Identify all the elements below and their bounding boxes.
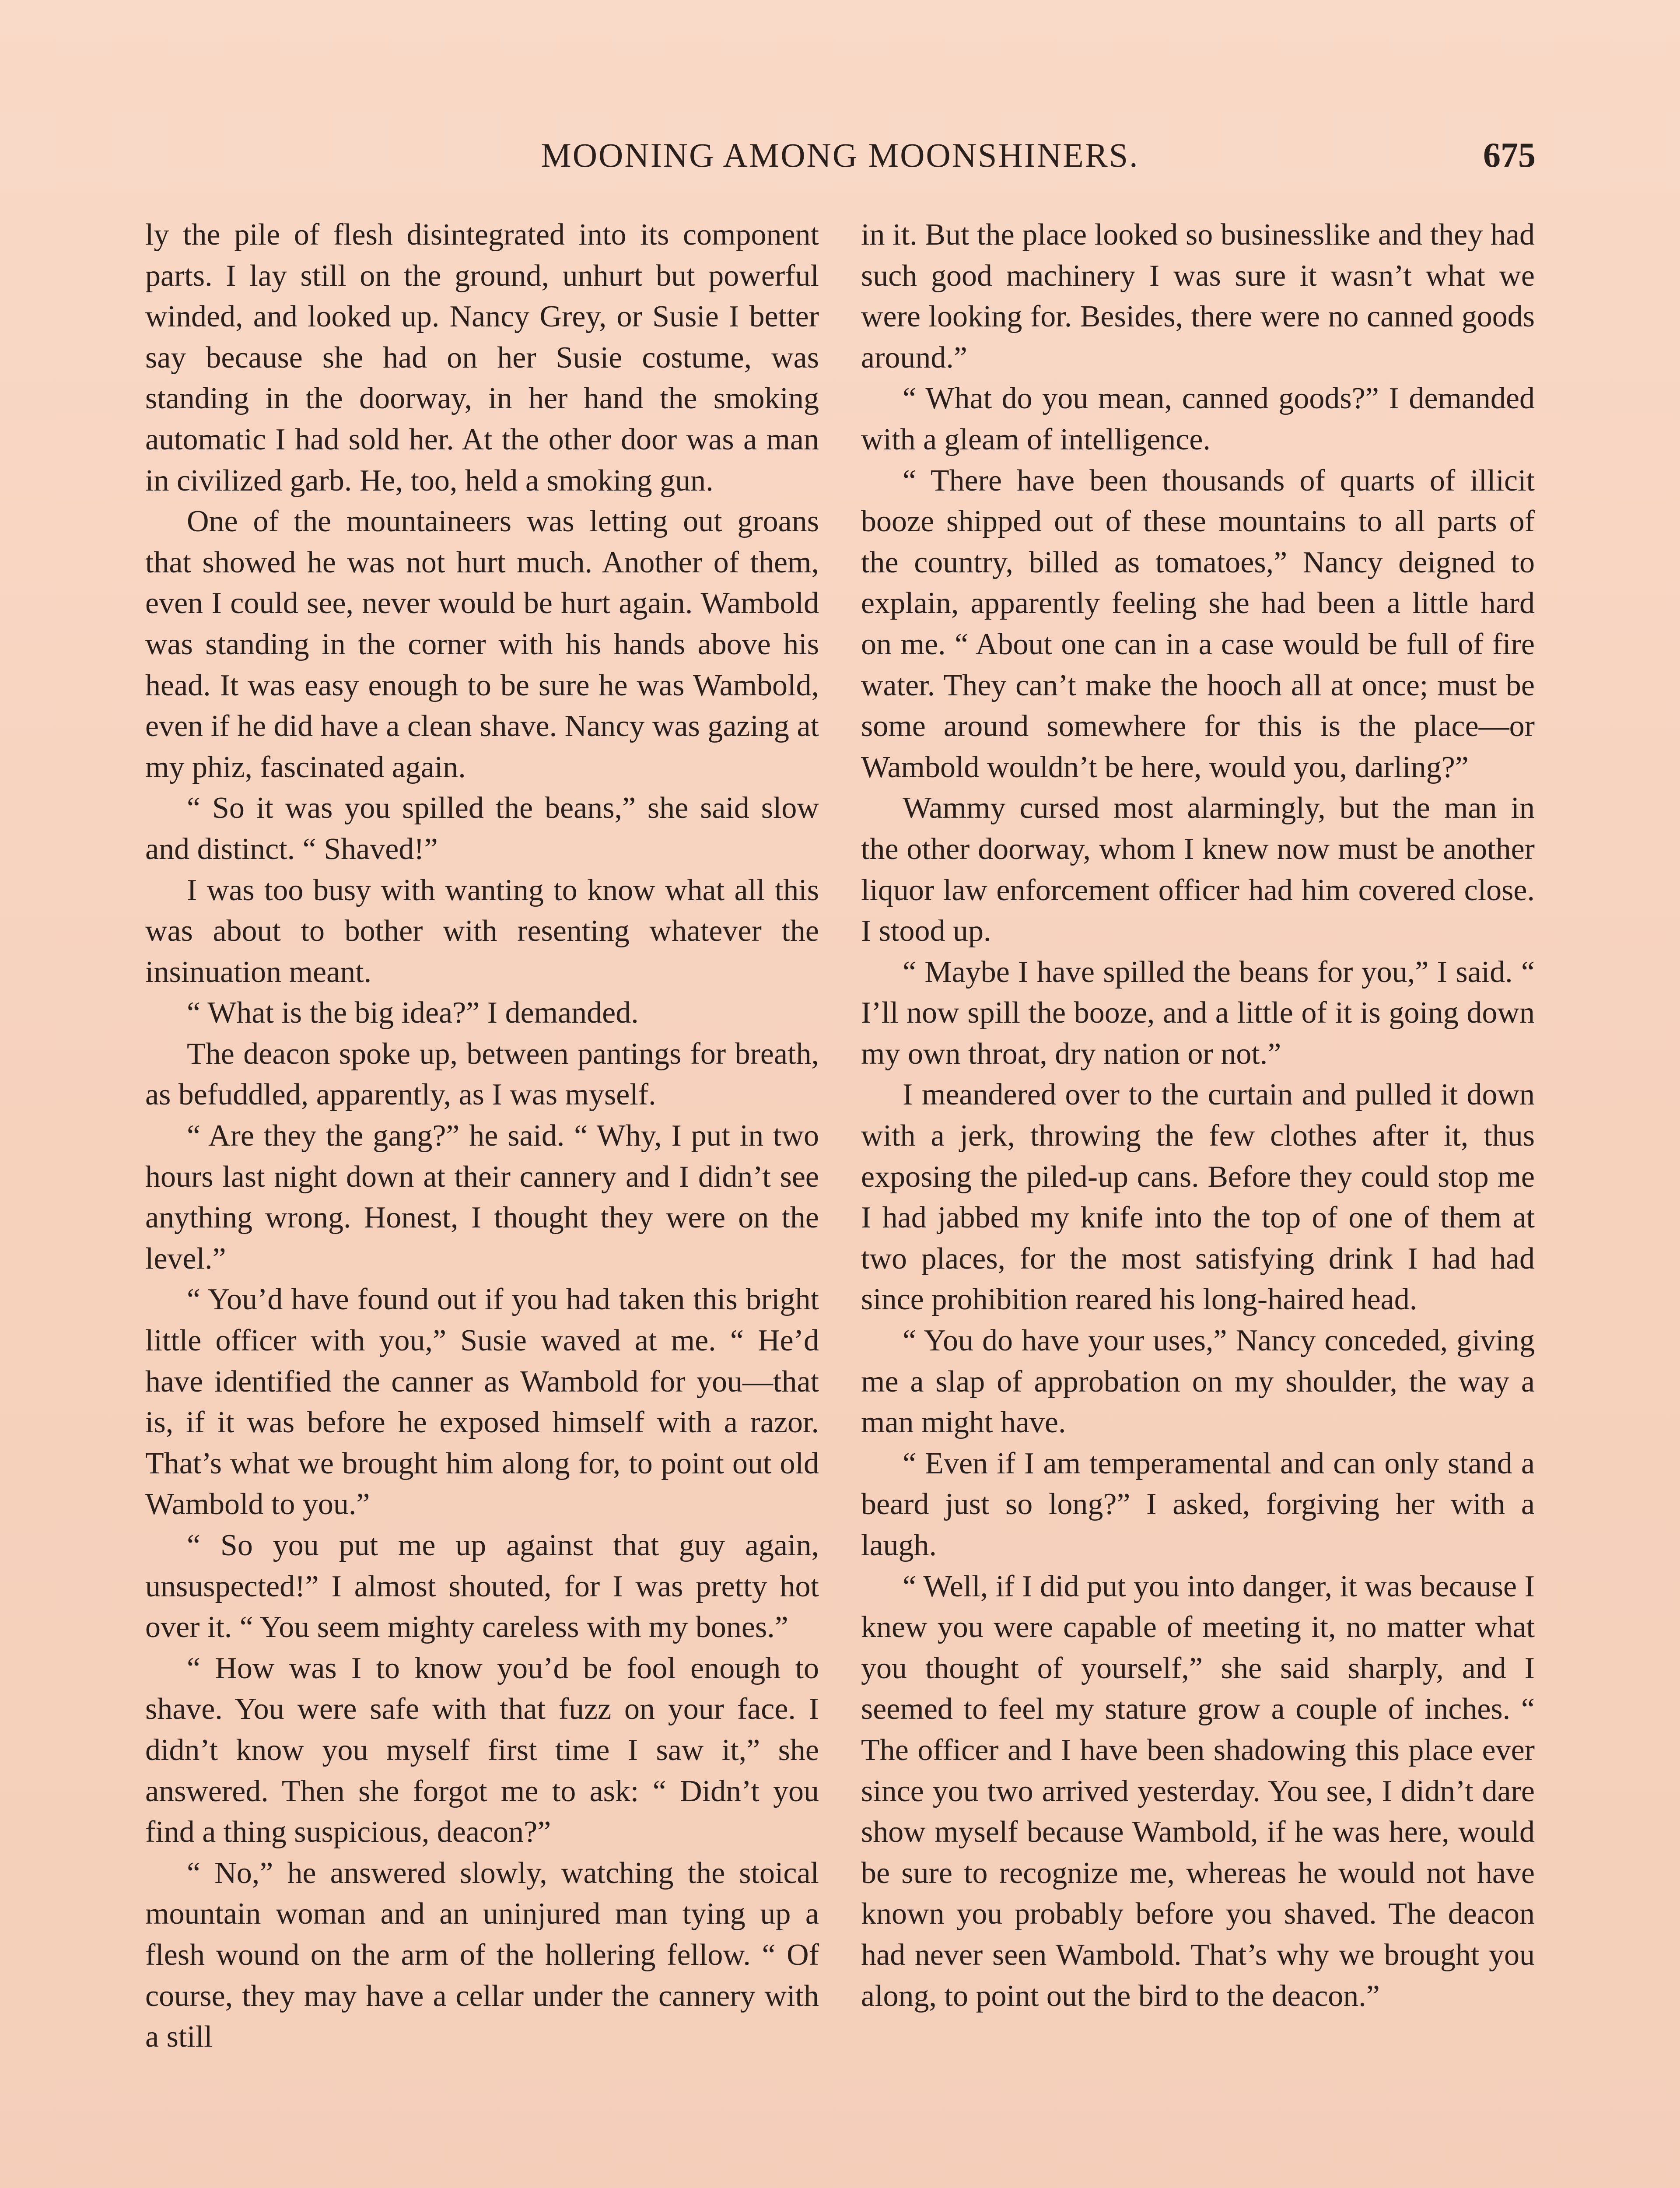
paragraph: I meandered over to the curtain and pulled it down with a jerk, throwing the few clothes after it, thus exposing the piled-up cans. Before they could stop me I had jabbed my knife into the top of one of them at two places, for the most satisfying drink I had had since prohibition reared his long-haired head.	[861, 1078, 1535, 1317]
paragraph: “ So you put me up against that guy again, unsuspected!” I almost shouted, for I was pretty hot over it. “ You seem mighty careless with my bones.”	[145, 1529, 819, 1645]
paragraph: “ You do have your uses,” Nancy conceded, giving me a slap of approbation on my shoulder, the way a man might have.	[861, 1324, 1535, 1440]
running-head	[144, 127, 1536, 184]
paragraph: One of the mountaineers was letting out groans that showed he was not hurt much. Another of them, even I could see, never would be hurt again. Wambold was standing in the corner with his hands above his head. It was easy enough to be sure he was Wambold, even if he did have a clean shave. Nancy was gazing at my phiz, fascinated again.	[145, 505, 819, 784]
paragraph: “ You’d have found out if you had taken this bright little officer with you,” Susie waved at me. “ He’d have identified the canner as Wambold for you—that is, if it was before he exposed himself with a razor. That’s what we brought him along for, to point out old Wambold to you.”	[145, 1283, 819, 1522]
page-number: 675	[1483, 136, 1536, 175]
paragraph: “ Are they the gang?” he said. “ Why, I put in two hours last night down at their cannery and I didn’t see anything wrong. Honest, I thought they were on the level.”	[145, 1119, 819, 1276]
paragraph: “ What do you mean, canned goods?” I demanded with a gleam of intelligence.	[861, 382, 1535, 456]
paragraph: “ How was I to know you’d be fool enough to shave. You were safe with that fuzz on your face. I didn’t know you myself first time I saw it,” she answered. Then she forgot me to ask: “ Didn’t you find a thing suspicious, deacon?”	[145, 1651, 819, 1849]
paragraph: in it. But the place looked so businesslike and they had such good machinery I was sure it wasn’t what we were looking for. Besides, there were no canned goods around.”	[861, 218, 1535, 375]
paragraph: Wammy cursed most alarmingly, but the man in the other doorway, whom I knew now must be another liquor law enforcement officer had him covered close. I stood up.	[861, 791, 1535, 948]
running-title: MOONING AMONG MOONSHINERS.	[541, 136, 1139, 174]
right-column	[861, 214, 1535, 2016]
paragraph: I was too busy with wanting to know what all this was about to bother with resenting whatever the insinuation meant.	[145, 873, 819, 989]
paragraph: “ What is the big idea?” I demanded.	[187, 996, 639, 1030]
paragraph: “ Well, if I did put you into danger, it was because I knew you were capable of meeting it, no matter what you thought of yourself,” she said sharply, and I seemed to feel my stature grow a couple of inches. “ The officer and I have been shadowing this place ever since you two arrived yesterday. You see, I didn’t dare show myself because Wambold, if he was here, would be sure to recognize me, whereas he would not have known you probably before you shaved. The deacon had never seen Wambold. That’s why we brought you along, to point out the bird to the deacon.”	[861, 1569, 1535, 2013]
paragraph: “ Even if I am temperamental and can only stand a beard just so long?” I asked, forgiving her with a laugh.	[861, 1446, 1535, 1562]
paragraph: “ Maybe I have spilled the beans for you,” I said. “ I’ll now spill the booze, and a little of it is going down my own throat, dry nation or not.”	[861, 955, 1535, 1071]
paragraph: “ There have been thousands of quarts of illicit booze shipped out of these mountains to all parts of the country, billed as tomatoes,” Nancy deigned to explain, apparently feeling she had been a little hard on me. “ About one can in a case would be full of fire water. They can’t make the hooch all at once; must be some around somewhere for this is the place—or Wambold wouldn’t be here, would you, darling?”	[861, 463, 1535, 784]
paragraph: “ No,” he answered slowly, watching the stoical mountain woman and an uninjured man tying up a flesh wound on the arm of the hollering fellow. “ Of course, they may have a cellar under the cannery with a still	[145, 1856, 819, 2054]
paragraph: “ So it was you spilled the beans,” she said slow and distinct. “ Shaved!”	[145, 791, 819, 866]
left-column	[145, 214, 819, 2058]
paragraph: ly the pile of flesh disintegrated into its component parts. I lay still on the ground, unhurt but powerful winded, and looked up. Nancy Grey, or Susie I better say because she had on her Susie costume, was standing in the doorway, in her hand the smoking automatic I had sold her. At the other door was a man in civilized garb. He, too, held a smoking gun.	[145, 218, 819, 498]
paragraph: The deacon spoke up, between pantings for breath, as befuddled, apparently, as I was myself.	[145, 1037, 819, 1112]
